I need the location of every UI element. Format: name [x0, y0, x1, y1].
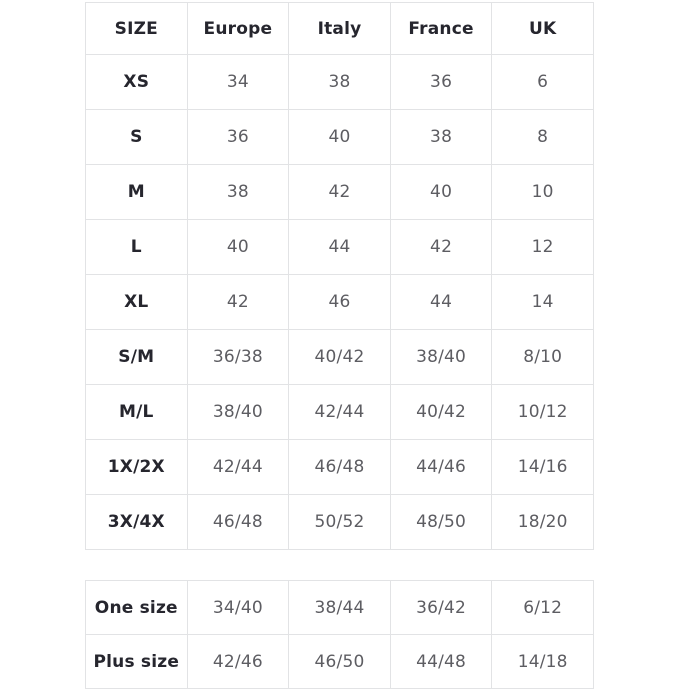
cell-uk: 14/18 [492, 635, 594, 689]
row-label: One size [86, 581, 188, 635]
column-header-france: France [390, 3, 492, 55]
row-label: 3X/4X [86, 495, 188, 550]
cell-france: 36 [390, 55, 492, 110]
table-row-one-size [86, 581, 594, 635]
special-sizes-table [85, 580, 594, 689]
cell-uk: 10 [492, 165, 594, 220]
cell-europe: 34/40 [187, 581, 289, 635]
row-label: 1X/2X [86, 440, 188, 495]
cell-italy: 40 [289, 110, 391, 165]
cell-italy: 46/50 [289, 635, 391, 689]
cell-europe: 42/44 [187, 440, 289, 495]
row-label: Plus size [86, 635, 188, 689]
row-label: XL [86, 275, 188, 330]
cell-italy: 46/48 [289, 440, 391, 495]
column-header-europe: Europe [187, 3, 289, 55]
cell-europe: 36 [187, 110, 289, 165]
row-label: S [86, 110, 188, 165]
cell-france: 44/48 [390, 635, 492, 689]
cell-italy: 38 [289, 55, 391, 110]
row-label: L [86, 220, 188, 275]
cell-uk: 14/16 [492, 440, 594, 495]
cell-france: 40 [390, 165, 492, 220]
cell-uk: 18/20 [492, 495, 594, 550]
cell-europe: 36/38 [187, 330, 289, 385]
table-row-1x-2x [86, 440, 594, 495]
row-label: M [86, 165, 188, 220]
table-header [86, 3, 594, 55]
cell-europe: 46/48 [187, 495, 289, 550]
table-row-plus-size [86, 635, 594, 689]
cell-france: 44/46 [390, 440, 492, 495]
cell-italy: 42/44 [289, 385, 391, 440]
table-row-l [86, 220, 594, 275]
table-row-m [86, 165, 594, 220]
cell-uk: 10/12 [492, 385, 594, 440]
cell-italy: 40/42 [289, 330, 391, 385]
cell-italy: 50/52 [289, 495, 391, 550]
size-guide [85, 2, 594, 689]
cell-italy: 38/44 [289, 581, 391, 635]
table-row-3x-4x [86, 495, 594, 550]
cell-france: 40/42 [390, 385, 492, 440]
size-conversion-table [85, 2, 594, 550]
cell-europe: 40 [187, 220, 289, 275]
column-header-uk: UK [492, 3, 594, 55]
cell-uk: 6 [492, 55, 594, 110]
cell-uk: 14 [492, 275, 594, 330]
table-row-xs [86, 55, 594, 110]
table-row-xl [86, 275, 594, 330]
table-row-s-m [86, 330, 594, 385]
column-header-size: SIZE [86, 3, 188, 55]
cell-uk: 8 [492, 110, 594, 165]
cell-europe: 38/40 [187, 385, 289, 440]
column-header-italy: Italy [289, 3, 391, 55]
cell-italy: 44 [289, 220, 391, 275]
cell-europe: 42/46 [187, 635, 289, 689]
cell-uk: 12 [492, 220, 594, 275]
cell-italy: 42 [289, 165, 391, 220]
cell-france: 42 [390, 220, 492, 275]
table-row-s [86, 110, 594, 165]
cell-france: 44 [390, 275, 492, 330]
cell-europe: 38 [187, 165, 289, 220]
table-row-m-l [86, 385, 594, 440]
cell-europe: 34 [187, 55, 289, 110]
header-row [86, 3, 594, 55]
row-label: XS [86, 55, 188, 110]
cell-france: 48/50 [390, 495, 492, 550]
cell-uk: 8/10 [492, 330, 594, 385]
cell-europe: 42 [187, 275, 289, 330]
cell-uk: 6/12 [492, 581, 594, 635]
cell-france: 38/40 [390, 330, 492, 385]
row-label: S/M [86, 330, 188, 385]
cell-italy: 46 [289, 275, 391, 330]
row-label: M/L [86, 385, 188, 440]
cell-france: 38 [390, 110, 492, 165]
cell-france: 36/42 [390, 581, 492, 635]
